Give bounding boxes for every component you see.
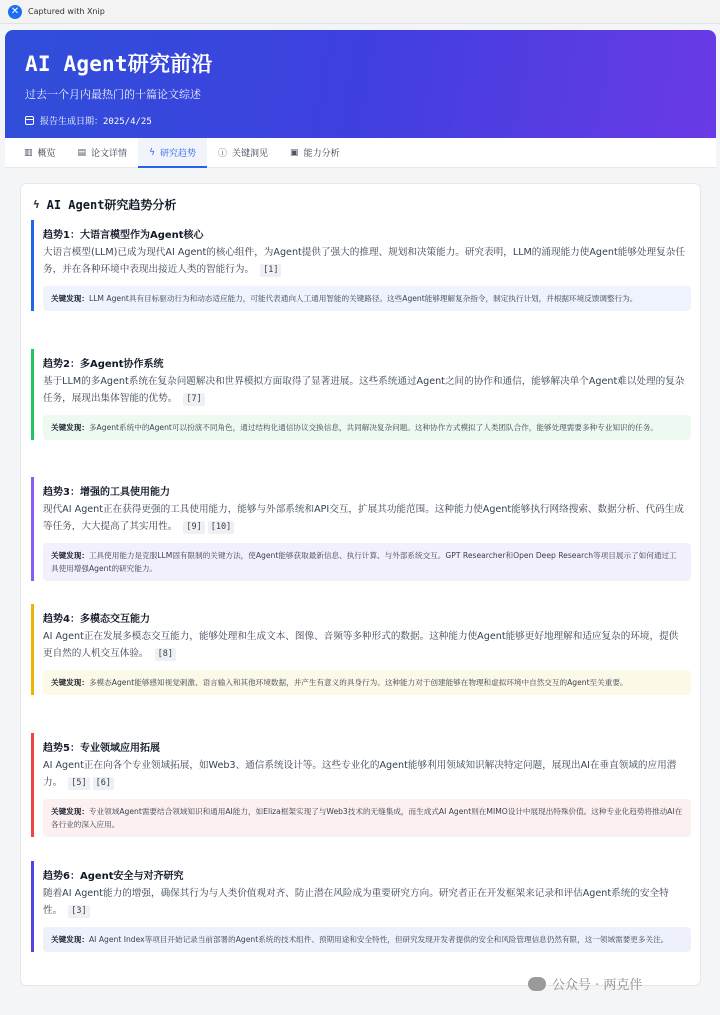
tab-research-trends[interactable] [138,138,207,167]
trend-description [43,757,691,791]
key-finding [43,286,691,311]
tab-label: 概览 [37,149,56,159]
citation-link[interactable]: [7] [183,393,204,406]
trend-title: 趋势6：Agent安全与对齐研究 [43,871,184,882]
watermark [528,974,642,993]
trend-description [43,501,691,535]
chip-icon: ▣ [290,147,299,158]
wechat-icon [528,977,546,991]
document-icon: ▤ [77,147,87,158]
trend-desc-text: AI Agent正在发展多模态交互能力，能够处理和生成文本、图像、音频等多种形式的数据。这种能力使Agent能够更好地理解和适应复杂的环境，提供更自然的人机交互体验。 [43,631,679,659]
finding-text: 工具使用能力是克服LLM固有限制的关键方法，使Agent能够获取最新信息、执行计算、与外部系统交互。GPT Researcher和Open Deep Research等项目展示了如何通过工具使用增强Agent的研究能力。 [51,551,677,573]
citation-link[interactable]: [3] [68,905,89,918]
section-title: AI Agent研究趋势分析 [46,197,177,212]
trend-item [31,220,691,311]
trend-item [31,349,691,440]
trend-item [31,861,691,952]
page-title: AI Agent研究前沿 [25,52,213,76]
tab-bar [5,138,716,168]
bar-chart-icon: ▥ [24,147,33,158]
key-finding [43,415,691,440]
citation-link[interactable]: [9] [183,521,204,534]
key-finding [43,670,691,695]
activity-icon: ϟ [149,147,155,158]
trend-item [31,604,691,695]
trend-desc-text: 基于LLM的多Agent系统在复杂问题解决和世界模拟方面取得了显著进展。这些系统通过Agent之间的协作和通信，能够解决单个Agent难以处理的复杂任务，展现出集体智能的优势。 [43,376,685,404]
finding-text: AI Agent Index等项目开始记录当前部署的Agent系统的技术组件、预期用途和安全特性，但研究发现开发者提供的安全和风险管理信息仍然有限，这一领域需要更多关注。 [88,935,669,944]
trend-description [43,628,691,662]
tab-key-insights[interactable] [207,138,279,167]
capture-bar [0,0,720,24]
trend-description [43,244,691,278]
finding-label: 关键发现： [51,551,89,560]
finding-text: 专业领域Agent需要结合领域知识和通用AI能力，如Eliza框架实现了与Web3技术的无缝集成，而生成式AI Agent则在MIMO设计中展现出特殊价值。这种专业化趋势将推动AI在各行业的深入应用。 [51,807,683,829]
xnip-logo-icon: ✕ [8,5,22,19]
report-date-label: 报告生成日期：2025/4/25 [40,117,152,127]
trend-desc-text: 现代AI Agent正在获得更强的工具使用能力，能够与外部系统和API交互，扩展其功能范围。这种能力使Agent能够执行网络搜索、数据分析、代码生成等任务，大大提高了其实用性。 [43,504,684,532]
trend-item [31,733,691,837]
trend-desc-text: 随着AI Agent能力的增强，确保其行为与人类价值观对齐、防止潜在风险成为重要研究方向。研究者正在开发框架来记录和评估Agent系统的安全特性。 [43,888,669,916]
trend-description [43,373,691,407]
finding-label: 关键发现： [51,678,89,687]
trend-title: 趋势3：增强的工具使用能力 [43,487,170,498]
citation-link[interactable]: [1] [260,264,281,277]
trends-card [20,183,701,986]
citation-link[interactable]: [5] [68,777,89,790]
finding-label: 关键发现： [51,423,89,432]
finding-text: LLM Agent具有目标驱动行为和动态适应能力，可能代表通向人工通用智能的关键路径。这些Agent能够理解复杂指令，制定执行计划，并根据环境反馈调整行为。 [88,294,638,303]
citation-link[interactable]: [8] [155,648,176,661]
trend-item [31,477,691,581]
section-header [33,194,690,214]
citation-link[interactable]: [10] [208,521,234,534]
tab-capability-analysis[interactable] [279,138,351,167]
tab-label: 研究趋势 [160,149,197,159]
info-icon: ⓘ [218,149,228,159]
finding-label: 关键发现： [51,935,89,944]
trend-title: 趋势4：多模态交互能力 [43,614,150,625]
key-finding [43,927,691,952]
page-subtitle: 过去一个月内最热门的十篇论文综述 [25,88,201,101]
hero-header [5,30,716,138]
finding-text: 多模态Agent能够感知视觉刺激、语言输入和其他环境数据，并产生有意义的具身行为。这种能力对于创建能够在物理和虚拟环境中自然交互的Agent至关重要。 [88,678,628,687]
activity-icon: ϟ [33,197,40,211]
capture-label: Captured with Xnip [28,7,105,16]
tab-label: 关键洞见 [232,149,269,159]
tab-label: 能力分析 [303,149,340,159]
trend-title: 趋势5：专业领域应用拓展 [43,743,160,754]
report-date [25,114,696,127]
trend-desc-text: AI Agent正在向各个专业领域拓展，如Web3、通信系统设计等。这些专业化的Agent能够利用领域知识解决特定问题，展现出AI在垂直领域的应用潜力。 [43,760,677,788]
calendar-icon [25,116,34,125]
finding-label: 关键发现： [51,807,89,816]
trend-title: 趋势1：大语言模型作为Agent核心 [43,230,204,241]
watermark-text: 公众号 · 两克伴 [552,978,643,993]
trend-title: 趋势2：多Agent协作系统 [43,359,164,370]
tab-paper-details[interactable] [67,138,139,167]
tab-overview[interactable] [13,138,67,167]
tab-label: 论文详情 [91,149,128,159]
trend-desc-text: 大语言模型(LLM)已成为现代AI Agent的核心组件，为Agent提供了强大的推理、规划和决策能力。研究表明，LLM的涌现能力使Agent能够处理复杂任务，并在各种环境中表现出接近人类的智能行为。 [43,247,685,275]
key-finding [43,799,691,837]
finding-text: 多Agent系统中的Agent可以扮演不同角色，通过结构化通信协议交换信息，共同解决复杂问题。这种协作方式模拟了人类团队合作，能够处理需要多种专业知识的任务。 [88,423,658,432]
trend-description [43,885,691,919]
citation-link[interactable]: [6] [93,777,114,790]
finding-label: 关键发现： [51,294,89,303]
key-finding [43,543,691,581]
